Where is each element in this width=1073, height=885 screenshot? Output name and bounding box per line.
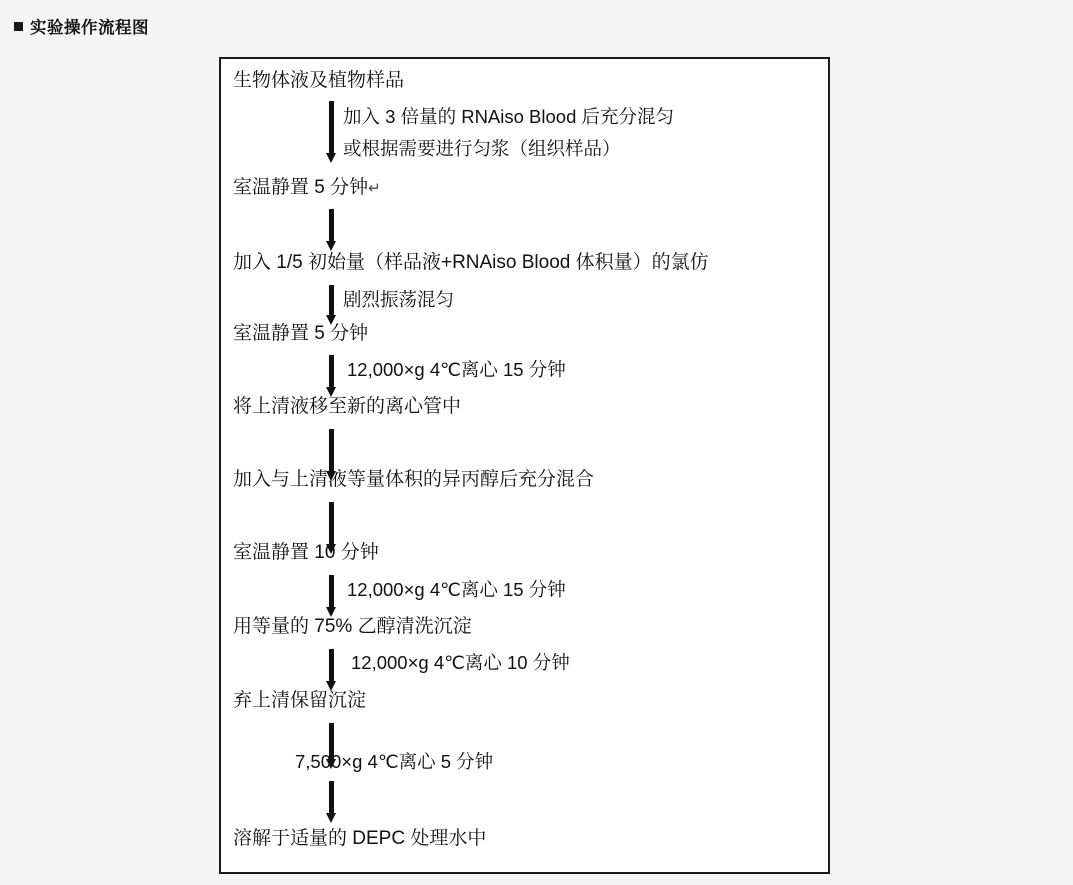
flow-step-9: 弃上清保留沉淀	[233, 690, 367, 711]
flow-annotation-1-line1: 加入 3 倍量的 RNAiso Blood 后充分混匀	[343, 106, 675, 127]
flow-arrow-1	[326, 101, 337, 163]
flow-step-7: 室温静置 10 分钟	[233, 542, 379, 563]
flow-step-2	[233, 176, 381, 200]
page-title: 实验操作流程图	[30, 19, 149, 37]
flow-arrow-10	[326, 781, 337, 823]
flow-annotation-2: 剧烈振荡混匀	[343, 289, 455, 310]
return-mark-icon: ↵	[368, 180, 381, 197]
flow-arrow-4	[326, 355, 337, 397]
flow-annotation-5: 12,000×g 4℃离心 10 分钟	[351, 652, 570, 673]
square-bullet-icon	[14, 22, 23, 31]
flow-step-6: 加入与上清液等量体积的异丙醇后充分混合	[233, 469, 595, 490]
flow-step-10: 溶解于适量的 DEPC 处理水中	[233, 828, 487, 849]
flow-arrow-2	[326, 209, 337, 251]
flow-step-1: 生物体液及植物样品	[233, 70, 405, 91]
flow-annotation-1-line2: 或根据需要进行匀浆（组织样品）	[343, 138, 621, 159]
flow-annotation-3: 12,000×g 4℃离心 15 分钟	[347, 359, 566, 380]
flow-step-5: 将上清液移至新的离心管中	[233, 396, 462, 417]
flow-step-4: 室温静置 5 分钟	[233, 323, 369, 344]
flow-arrow-7	[326, 575, 337, 617]
flow-annotation-4: 12,000×g 4℃离心 15 分钟	[347, 579, 566, 600]
flow-annotation-6: 7,500×g 4℃离心 5 分钟	[295, 751, 494, 772]
flow-step-2-label: 室温静置 5 分钟	[233, 177, 369, 198]
flow-step-8: 用等量的 75% 乙醇清洗沉淀	[233, 616, 472, 637]
flowchart-container	[219, 57, 830, 874]
flow-step-3: 加入 1/5 初始量（样品液+RNAiso Blood 体积量）的氯仿	[233, 252, 709, 273]
page-header	[14, 14, 149, 38]
flow-arrow-8	[326, 649, 337, 691]
flow-arrow-3	[326, 285, 337, 325]
